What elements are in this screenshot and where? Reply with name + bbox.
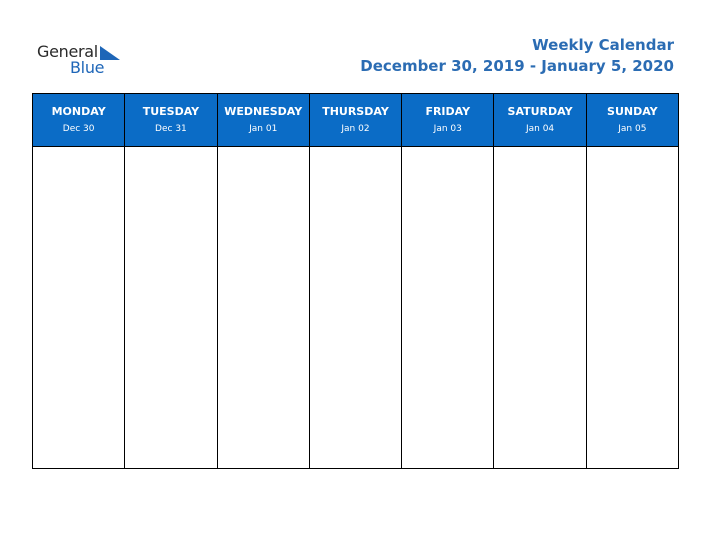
week-grid — [32, 93, 679, 469]
day-name: WEDNESDAY — [224, 105, 303, 118]
day-cell[interactable] — [402, 147, 493, 468]
day-column-monday — [33, 94, 125, 468]
day-cell[interactable] — [33, 147, 124, 468]
day-column-wednesday — [218, 94, 310, 468]
day-name: SUNDAY — [607, 105, 658, 118]
day-date: Jan 04 — [525, 124, 555, 134]
day-date: Jan 01 — [249, 124, 278, 134]
generalblue-logo — [37, 43, 127, 79]
day-cell[interactable] — [125, 147, 216, 468]
logo-word-blue: Blue — [70, 58, 105, 77]
day-cell[interactable] — [494, 147, 585, 468]
day-column-tuesday — [125, 94, 217, 468]
calendar-title: Weekly Calendar — [532, 36, 674, 54]
day-name: THURSDAY — [322, 105, 389, 118]
day-column-friday — [402, 94, 494, 468]
day-column-thursday — [310, 94, 402, 468]
day-header — [402, 94, 493, 147]
day-header — [33, 94, 124, 147]
day-date: Jan 03 — [433, 124, 462, 134]
day-name: SATURDAY — [507, 105, 573, 118]
day-header — [310, 94, 401, 147]
day-cell[interactable] — [587, 147, 678, 468]
day-header — [218, 94, 309, 147]
day-name: FRIDAY — [425, 105, 471, 118]
day-name: MONDAY — [51, 105, 106, 118]
day-column-sunday — [587, 94, 678, 468]
logo-word-general: General — [37, 42, 98, 61]
day-header — [125, 94, 216, 147]
day-cell[interactable] — [310, 147, 401, 468]
calendar-heading — [360, 35, 674, 77]
day-header — [587, 94, 678, 147]
day-header — [494, 94, 585, 147]
day-date: Dec 30 — [62, 124, 95, 134]
day-date: Jan 02 — [341, 124, 370, 134]
day-cell[interactable] — [218, 147, 309, 468]
day-column-saturday — [494, 94, 586, 468]
day-date: Jan 05 — [618, 124, 647, 134]
day-name: TUESDAY — [142, 105, 200, 118]
day-date: Dec 31 — [155, 124, 187, 134]
date-range: December 30, 2019 - January 5, 2020 — [360, 57, 674, 75]
